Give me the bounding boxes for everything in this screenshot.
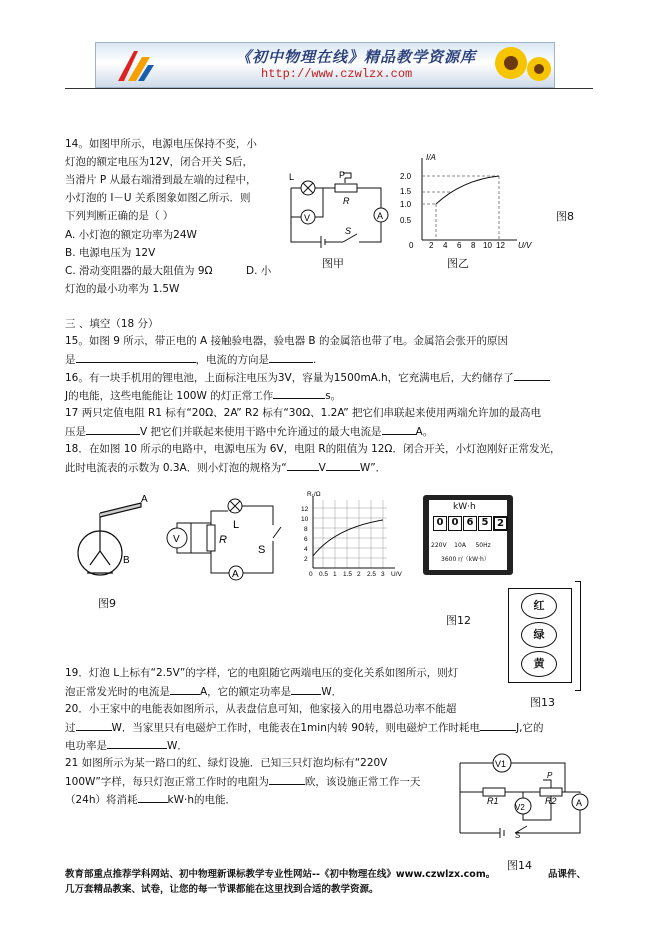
q14-line-1: 14。如图甲所示，电源电压保持不变，小 bbox=[65, 138, 257, 150]
ammeter-symbol: A bbox=[232, 569, 239, 580]
traffic-light-pole bbox=[575, 581, 581, 691]
graph-ytick: 12 bbox=[301, 506, 309, 513]
q21-text: 100W”字样，每只灯泡正常工作时的电阻为 bbox=[65, 776, 269, 788]
q14-option-d: D. 小 bbox=[246, 265, 272, 277]
graph-ytick: 10 bbox=[301, 516, 309, 523]
resistance-voltage-chart bbox=[295, 488, 410, 583]
electroscope-diagram bbox=[75, 493, 160, 585]
label-P: P bbox=[339, 170, 346, 180]
meter-digit: 5 bbox=[478, 516, 492, 531]
meter-digit: 0 bbox=[433, 516, 447, 531]
yi-xtick: 12 bbox=[496, 241, 505, 250]
q21-line-2 bbox=[65, 772, 420, 791]
yi-ytick: 2.0 bbox=[400, 172, 412, 181]
label-S: S bbox=[258, 544, 266, 556]
answer-blank[interactable] bbox=[138, 790, 168, 803]
answer-blank[interactable] bbox=[382, 422, 416, 435]
q17-text: 压是 bbox=[65, 426, 86, 438]
meter-unit: kW·h bbox=[453, 502, 476, 512]
green-light: 绿 bbox=[521, 622, 557, 648]
answer-blank[interactable] bbox=[269, 772, 305, 785]
sunflower-icon bbox=[491, 43, 553, 87]
answer-blank[interactable] bbox=[170, 682, 200, 695]
meter-face bbox=[429, 500, 507, 570]
yi-xtick: 4 bbox=[443, 241, 448, 250]
q14-line-4: 小灯泡的 I－U 关系图象如图乙所示．则 bbox=[65, 192, 251, 204]
label-R2: R2 bbox=[545, 796, 557, 806]
fig-jia-caption: 图甲 bbox=[322, 257, 344, 270]
yi-ytick: 0.5 bbox=[400, 216, 412, 225]
q18-text: 此时电流表的示数为 0.3A．则小灯泡的规格为“ bbox=[65, 462, 287, 474]
yi-xtick: 8 bbox=[471, 241, 476, 250]
q20-text: J,它的 bbox=[516, 722, 544, 734]
q15-line-1: 15。如图 9 所示，带正电的 A 接触验电器，验电器 B 的金属箔也带了电。金属箔会张开的原因 bbox=[65, 335, 508, 347]
q14-line-5: 下列判断正确的是（ ） bbox=[65, 210, 174, 222]
q18-text: V bbox=[318, 462, 326, 474]
q15-line-2 bbox=[65, 350, 316, 369]
red-light: 红 bbox=[521, 593, 557, 619]
circuit-jia-diagram bbox=[283, 170, 398, 250]
q16-text: s。 bbox=[325, 390, 342, 402]
q16-text: 16。有一块手机用的锂电池，上面标注电压为3V，容量为1500mA.h，它充满电后，大约储存了 bbox=[65, 372, 514, 384]
label-S: S bbox=[515, 831, 521, 838]
yi-ylabel: I/A bbox=[426, 153, 436, 162]
q20-text: W． bbox=[167, 740, 188, 752]
graph-ytick: 6 bbox=[304, 536, 308, 543]
q21-text: （24h）将消耗 bbox=[65, 794, 138, 806]
q20-line-3 bbox=[65, 736, 188, 755]
label-S: S bbox=[345, 226, 352, 236]
yi-ytick: 1.5 bbox=[400, 187, 412, 196]
header-rule bbox=[65, 88, 593, 89]
q17-line-1: 17 两只定值电阻 R1 标有“20Ω、2A” R2 标有“30Ω、1.2A” 把它们串联起来使用两端允许加的最高电 bbox=[65, 407, 542, 419]
q16-line-2 bbox=[65, 386, 341, 405]
q21-line-3 bbox=[65, 790, 236, 809]
meter-rating: 220V 10A 50Hz bbox=[431, 542, 491, 549]
meter-digit: 0 bbox=[448, 516, 462, 531]
graph-ytick: 8 bbox=[304, 526, 308, 533]
q14-option-d-cont: 灯泡的最小功率为 1.5W bbox=[65, 283, 180, 295]
voltmeter-v1-symbol: V1 bbox=[495, 759, 507, 769]
meter-digits bbox=[433, 516, 508, 531]
footer-line-1-end: 品课件、 bbox=[548, 869, 587, 880]
logo-icon bbox=[114, 47, 158, 83]
graph-ylabel: R₁/Ω bbox=[307, 491, 321, 498]
yi-ytick: 1.0 bbox=[400, 200, 412, 209]
yellow-light: 黄 bbox=[521, 651, 557, 677]
answer-blank[interactable] bbox=[269, 350, 313, 363]
voltmeter-v2-symbol: V2 bbox=[515, 803, 525, 812]
q14-option-c: C. 滑动变阻器的最大阻值为 9Ω bbox=[65, 265, 213, 277]
graph-xtick: 1 bbox=[333, 571, 337, 578]
q17-text: A。 bbox=[415, 426, 434, 438]
meter-digit: 2 bbox=[493, 516, 508, 531]
circuit-fig14-diagram bbox=[455, 748, 595, 838]
graph-xtick: 1.5 bbox=[343, 571, 353, 578]
voltmeter-symbol: V bbox=[173, 534, 180, 545]
fig-yi-caption: 图乙 bbox=[447, 257, 469, 270]
voltmeter-symbol: V bbox=[304, 213, 311, 223]
graph-xtick: 2.5 bbox=[367, 571, 377, 578]
yi-xlabel: U/V bbox=[518, 241, 532, 250]
q18-line-1: 18．在如图 10 所示的电路中，电源电压为 6V，电阻 R的阻值为 12Ω．闭合开关，小灯泡刚好正常发光， bbox=[65, 443, 561, 455]
header-banner bbox=[95, 42, 555, 88]
answer-blank[interactable] bbox=[107, 736, 167, 749]
label-L: L bbox=[289, 172, 295, 182]
q15-text: . bbox=[313, 354, 317, 366]
yi-xtick: 10 bbox=[483, 241, 492, 250]
energy-meter bbox=[423, 495, 513, 575]
q19-text: W． bbox=[321, 686, 343, 698]
label-B: B bbox=[123, 555, 130, 566]
graph-ytick: 2 bbox=[304, 556, 308, 563]
q21-text: kW·h的电能． bbox=[167, 794, 236, 806]
label-R1: R1 bbox=[487, 796, 499, 806]
q20-text: 过 bbox=[65, 722, 76, 734]
graph-xtick: 3 bbox=[381, 571, 385, 578]
q15-text: 是 bbox=[65, 354, 76, 366]
q21-text: 欧，该设施正常工作一天 bbox=[304, 776, 421, 788]
q16-line-1 bbox=[65, 368, 550, 387]
section-3-heading: 三 、填空（18 分） bbox=[65, 318, 159, 330]
answer-blank[interactable] bbox=[76, 350, 196, 363]
label-R: R bbox=[343, 196, 350, 206]
ammeter-symbol: A bbox=[377, 211, 384, 221]
yi-xtick: 2 bbox=[429, 241, 434, 250]
q19-line-2 bbox=[65, 682, 342, 701]
fig14-caption: 图14 bbox=[507, 859, 532, 872]
q15-text: ，电流的方向是 bbox=[195, 354, 269, 366]
q18-line-2 bbox=[65, 458, 386, 477]
q17-line-2 bbox=[65, 422, 433, 441]
q18-text: W”． bbox=[359, 462, 387, 474]
graph-xtick: 2 bbox=[357, 571, 361, 578]
answer-blank[interactable] bbox=[273, 386, 325, 399]
yi-xtick: 0 bbox=[409, 241, 414, 250]
q17-text: V 把它们并联起来使用干路中允许通过的最大电流是 bbox=[140, 426, 382, 438]
answer-blank[interactable] bbox=[291, 682, 321, 695]
q20-text: 电功率是 bbox=[65, 740, 107, 752]
q20-line-2 bbox=[65, 718, 544, 737]
meter-digit: 6 bbox=[463, 516, 477, 531]
q19-line-1: 19．灯泡 L上标有“2.5V”的字样，它的电阻随它两端电压的变化关系如图所示，则灯 bbox=[65, 667, 459, 679]
q14-option-b: B. 电源电压为 12V bbox=[65, 247, 156, 259]
answer-blank[interactable] bbox=[326, 458, 360, 471]
q14-line-2: 灯泡的额定电压为12V，闭合开关 S后， bbox=[65, 156, 254, 168]
footer-line-1: 教育部重点推荐学科网站、初中物理新课标教学专业性网站--《初中物理在线》www.czwlzx.com。 bbox=[65, 869, 496, 880]
answer-blank[interactable] bbox=[514, 368, 550, 381]
fig12-caption: 图12 bbox=[446, 614, 471, 627]
graph-ytick: 4 bbox=[304, 546, 308, 553]
q19-text: A，它的额定功率是 bbox=[200, 686, 292, 698]
answer-blank[interactable] bbox=[76, 718, 112, 731]
meter-revolutions: 3600 r/（kW·h） bbox=[441, 556, 490, 563]
label-P: P bbox=[547, 771, 553, 780]
label-L: L bbox=[233, 519, 240, 531]
traffic-light bbox=[508, 588, 572, 683]
answer-blank[interactable] bbox=[86, 422, 140, 435]
q14-line-3: 当滑片 P 从最右端滑到最左端的过程中， bbox=[65, 174, 257, 186]
graph-yi-chart bbox=[392, 150, 552, 255]
label-R: R bbox=[219, 534, 227, 546]
q14-option-a: A. 小灯泡的额定功率为24W bbox=[65, 229, 197, 241]
q20-line-1: 20．小王家中的电能表如图所示，从表盘信息可知，他家接入的用电器总功率不能超 bbox=[65, 703, 457, 715]
answer-blank[interactable] bbox=[287, 458, 319, 471]
ammeter-symbol: A bbox=[576, 798, 583, 808]
graph-xtick: 0 bbox=[309, 571, 313, 578]
answer-blank[interactable] bbox=[480, 718, 516, 731]
fig9-caption: 图9 bbox=[98, 597, 116, 610]
q19-text: 泡正常发光时的电流是 bbox=[65, 686, 170, 698]
graph-xtick: 0.5 bbox=[319, 571, 329, 578]
graph-xlabel: U/V bbox=[391, 571, 402, 578]
circuit-fig10-diagram bbox=[163, 493, 293, 588]
q20-text: W．当家里只有电磁炉工作时，电能表在1min内转 90转，则电磁炉工作时耗电 bbox=[111, 722, 481, 734]
fig8-caption: 图8 bbox=[556, 210, 574, 223]
q16-text: J的电能，这些电能能让 100W 的灯正常工作 bbox=[65, 390, 274, 402]
q21-line-1: 21 如图所示为某一路口的红、绿灯设施．已知三只灯泡均标有“220V bbox=[65, 757, 388, 769]
label-A: A bbox=[141, 494, 148, 505]
footer-line-2: 几万套精品教案、试卷，让您的每一节课都能在这里找到合适的教学资源。 bbox=[65, 884, 379, 895]
banner-title: 《初中物理在线》精品教学资源库 bbox=[236, 48, 477, 66]
fig13-caption: 图13 bbox=[530, 696, 555, 709]
yi-xtick: 6 bbox=[457, 241, 462, 250]
banner-url[interactable]: http://www.czwlzx.com bbox=[261, 67, 413, 81]
